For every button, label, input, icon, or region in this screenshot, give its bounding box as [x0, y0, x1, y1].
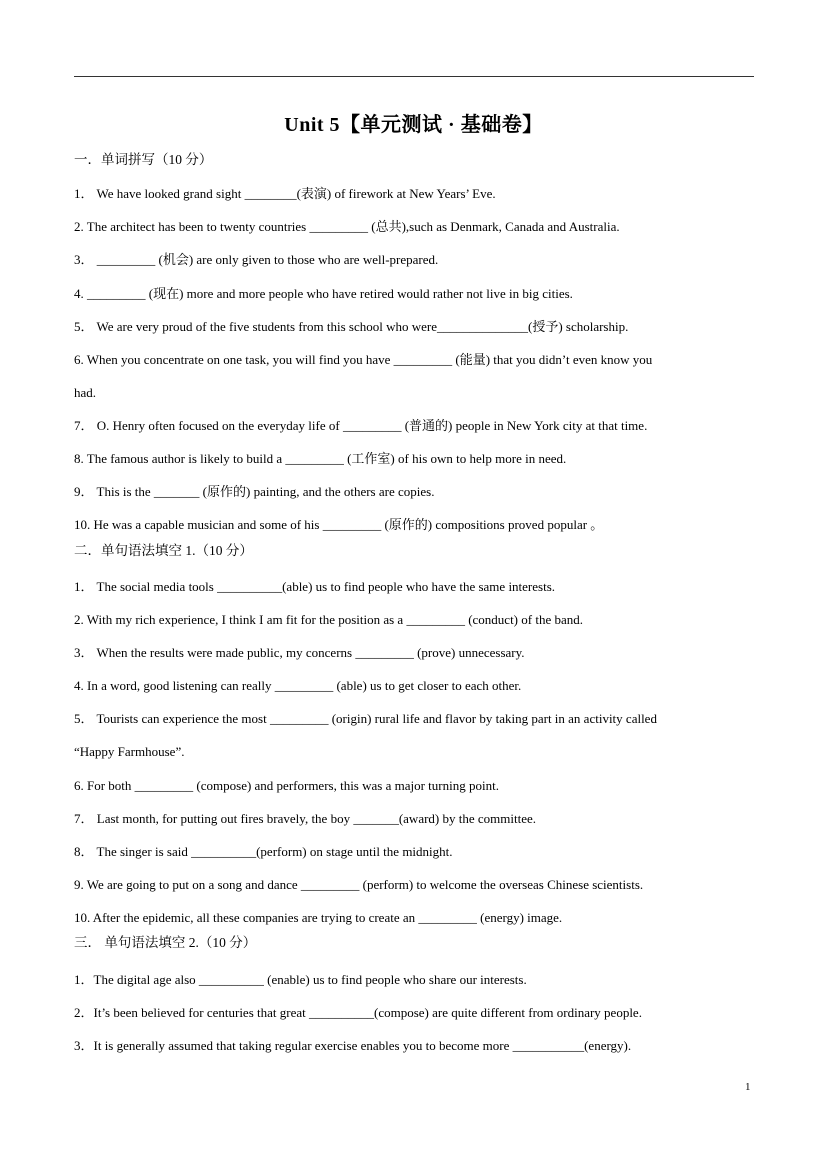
question-line: 10. After the epidemic, all these companies are trying to create an _________ (energy) image. — [74, 910, 563, 925]
page-number: 1 — [745, 1081, 751, 1093]
question-line-continued: had. — [74, 385, 97, 400]
question-line: 1．The digital age also __________ (enable) us to find people who share our interests. — [74, 972, 527, 987]
section-3-heading: 三． 单句语法填空 2.（10 分） — [74, 935, 257, 950]
header-rule — [74, 76, 754, 77]
question-line: 3． _________ (机会) are only given to those who are well-prepared. — [74, 252, 439, 267]
question-line: 8． The singer is said __________(perform) on stage until the midnight. — [74, 844, 453, 859]
section-2-heading: 二．单句语法填空 1.（10 分） — [74, 543, 253, 558]
question-line: 9. We are going to put on a song and dance _________ (perform) to welcome the overseas Chinese scientists. — [74, 877, 644, 892]
question-line: 4. _________ (现在) more and more people who have retired would rather not live in big cities. — [74, 286, 573, 301]
question-line: 2. With my rich experience, I think I am fit for the position as a _________ (conduct) of the band. — [74, 612, 583, 627]
question-line: 2．It’s been believed for centuries that great __________(compose) are quite different from ordinary people. — [74, 1005, 642, 1020]
question-line: 5． Tourists can experience the most _________ (origin) rural life and flavor by taking part in an activity called — [74, 711, 657, 726]
question-line: 6. When you concentrate on one task, you will find you have _________ (能量) that you didn’t even know you — [74, 352, 653, 367]
question-line: 7． Last month, for putting out fires bravely, the boy _______(award) by the committee. — [74, 811, 536, 826]
question-line: 10. He was a capable musician and some of his _________ (原作的) compositions proved popular 。 — [74, 517, 604, 532]
question-line: 1． We have looked grand sight ________(表演) of firework at New Years’ Eve. — [74, 186, 496, 201]
question-line: 2. The architect has been to twenty countries _________ (总共),such as Denmark, Canada and Australia. — [74, 219, 620, 234]
document-title: Unit 5【单元测试 · 基础卷】 — [284, 114, 543, 136]
section-1-heading: 一．单词拼写（10 分） — [74, 152, 213, 167]
question-line: 3． When the results were made public, my concerns _________ (prove) unnecessary. — [74, 645, 525, 660]
question-line: 3．It is generally assumed that taking regular exercise enables you to become more ___________(energy). — [74, 1038, 632, 1053]
question-line: 9． This is the _______ (原作的) painting, and the others are copies. — [74, 484, 435, 499]
question-line: 8. The famous author is likely to build a _________ (工作室) of his own to help more in need. — [74, 451, 567, 466]
question-line: 5． We are very proud of the five students from this school who were______________(授予) scholarship. — [74, 319, 629, 334]
question-line: 7． O. Henry often focused on the everyday life of _________ (普通的) people in New York city at that time. — [74, 418, 648, 433]
question-line-continued: “Happy Farmhouse”. — [74, 744, 185, 759]
question-line: 6. For both _________ (compose) and performers, this was a major turning point. — [74, 778, 499, 793]
question-line: 1． The social media tools __________(able) us to find people who have the same interests. — [74, 579, 556, 594]
question-line: 4. In a word, good listening can really _________ (able) us to get closer to each other. — [74, 678, 522, 693]
